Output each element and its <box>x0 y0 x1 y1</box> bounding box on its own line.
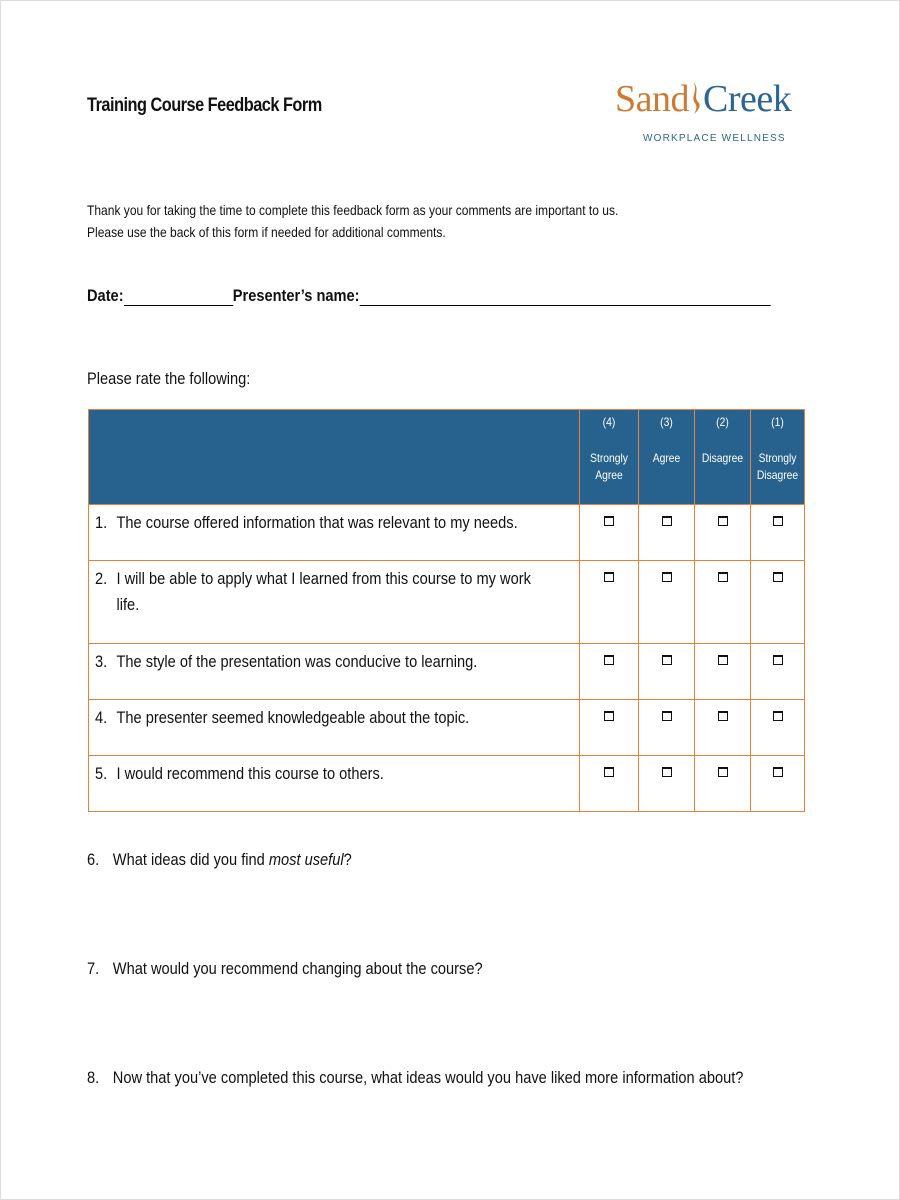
column-label: Agree <box>652 451 681 465</box>
statement-cell <box>89 561 580 644</box>
rating-cell <box>639 644 695 700</box>
rating-cell <box>751 756 805 812</box>
rating-cell <box>639 700 695 756</box>
rating-checkbox-agree[interactable] <box>662 711 672 721</box>
statement-number: 2. <box>95 569 108 588</box>
question-text-end: ? <box>343 850 352 869</box>
rating-checkbox-agree[interactable] <box>662 655 672 665</box>
rating-checkbox-strongly-agree[interactable] <box>604 767 614 777</box>
statement-number: 4. <box>95 708 108 727</box>
sand-creek-logo <box>611 77 811 157</box>
score-label: (3) <box>660 415 673 429</box>
column-header-strongly-agree <box>580 410 639 505</box>
rating-cell <box>639 505 695 561</box>
rating-checkbox-agree[interactable] <box>662 767 672 777</box>
statement-cell <box>89 505 580 561</box>
form-title: Training Course Feedback Form <box>87 95 322 116</box>
date-presenter-row <box>87 286 771 306</box>
statement-cell <box>89 700 580 756</box>
rating-table <box>88 409 805 812</box>
statement-text: The course offered information that was relevant to my needs. <box>116 513 518 532</box>
rating-cell <box>639 756 695 812</box>
score-label: (2) <box>716 415 729 429</box>
column-label: Disagree <box>701 451 744 465</box>
rating-row <box>89 756 805 812</box>
column-label: Strongly <box>590 451 628 465</box>
rating-header-row <box>89 410 805 505</box>
rating-checkbox-strongly-disagree[interactable] <box>773 516 783 526</box>
score-label: (4) <box>602 415 616 429</box>
question-7 <box>87 959 483 979</box>
rating-row <box>89 561 805 644</box>
statement-text: I will be able to apply what I learned from this course to my work life. <box>116 569 531 614</box>
rating-row <box>89 700 805 756</box>
rating-checkbox-disagree[interactable] <box>718 711 728 721</box>
presenter-label: Presenter’s name: <box>232 286 360 305</box>
question-number: 8. <box>87 1068 100 1087</box>
statement-number: 3. <box>95 652 108 671</box>
rating-checkbox-disagree[interactable] <box>718 655 728 665</box>
column-header-strongly-disagree <box>751 410 805 505</box>
rating-cell <box>695 700 751 756</box>
rating-checkbox-strongly-disagree[interactable] <box>773 655 783 665</box>
question-6 <box>87 850 352 870</box>
logo-wordmark <box>615 77 791 121</box>
question-8 <box>87 1068 743 1088</box>
rating-checkbox-strongly-agree[interactable] <box>604 711 614 721</box>
question-emphasis: most useful <box>268 850 344 869</box>
statement-number: 5. <box>95 764 108 783</box>
rating-checkbox-strongly-disagree[interactable] <box>773 767 783 777</box>
rating-checkbox-strongly-agree[interactable] <box>604 655 614 665</box>
presenter-blank-field[interactable] <box>360 287 771 306</box>
feedback-form-page <box>1 1 899 1199</box>
statement-number: 1. <box>95 513 108 532</box>
statement-text: The style of the presentation was conducive to learning. <box>116 652 478 671</box>
statement-cell <box>89 756 580 812</box>
rating-checkbox-agree[interactable] <box>662 572 672 582</box>
column-header-agree <box>639 410 695 505</box>
logo-creek-text: Creek <box>703 78 792 120</box>
intro-line-1: Thank you for taking the time to complete this feedback form as your comments are important to us. <box>87 202 619 218</box>
rating-checkbox-strongly-disagree[interactable] <box>773 711 783 721</box>
rating-cell <box>695 644 751 700</box>
score-label: (1) <box>771 415 784 429</box>
date-blank-field[interactable] <box>124 287 233 306</box>
column-label: Agree <box>595 468 623 482</box>
logo-subtitle: WORKPLACE WELLNESS <box>643 133 786 144</box>
statement-cell <box>89 644 580 700</box>
column-header-disagree <box>695 410 751 505</box>
date-label: Date: <box>87 286 124 305</box>
column-label: Disagree <box>756 468 799 482</box>
creek-swoosh-icon <box>690 81 702 115</box>
question-text: What ideas did you find <box>112 850 269 869</box>
rating-checkbox-strongly-agree[interactable] <box>604 516 614 526</box>
rating-checkbox-disagree[interactable] <box>718 516 728 526</box>
intro-line-2: Please use the back of this form if needed for additional comments. <box>87 224 446 240</box>
rating-cell <box>751 561 805 644</box>
rating-checkbox-strongly-agree[interactable] <box>604 572 614 582</box>
statement-text: The presenter seemed knowledgeable about the topic. <box>116 708 470 727</box>
rating-cell <box>751 644 805 700</box>
rating-checkbox-disagree[interactable] <box>718 767 728 777</box>
column-label: Strongly <box>758 451 797 465</box>
question-number: 7. <box>87 959 100 978</box>
statement-header-cell <box>89 410 580 505</box>
rating-cell <box>751 700 805 756</box>
rating-checkbox-agree[interactable] <box>662 516 672 526</box>
rating-cell <box>695 561 751 644</box>
statement-text: I would recommend this course to others. <box>116 764 384 783</box>
rating-checkbox-disagree[interactable] <box>718 572 728 582</box>
rating-row <box>89 644 805 700</box>
rate-prompt: Please rate the following: <box>87 369 251 388</box>
question-text: What would you recommend changing about the course? <box>112 959 483 978</box>
rating-cell <box>695 505 751 561</box>
logo-sand-text: Sand <box>615 78 689 120</box>
rating-cell <box>751 505 805 561</box>
question-text: Now that you’ve completed this course, what ideas would you have liked more information about? <box>112 1068 744 1087</box>
intro-text <box>87 199 618 243</box>
rating-cell <box>639 561 695 644</box>
rating-cell <box>695 756 751 812</box>
question-number: 6. <box>87 850 100 869</box>
rating-row <box>89 505 805 561</box>
rating-checkbox-strongly-disagree[interactable] <box>773 572 783 582</box>
